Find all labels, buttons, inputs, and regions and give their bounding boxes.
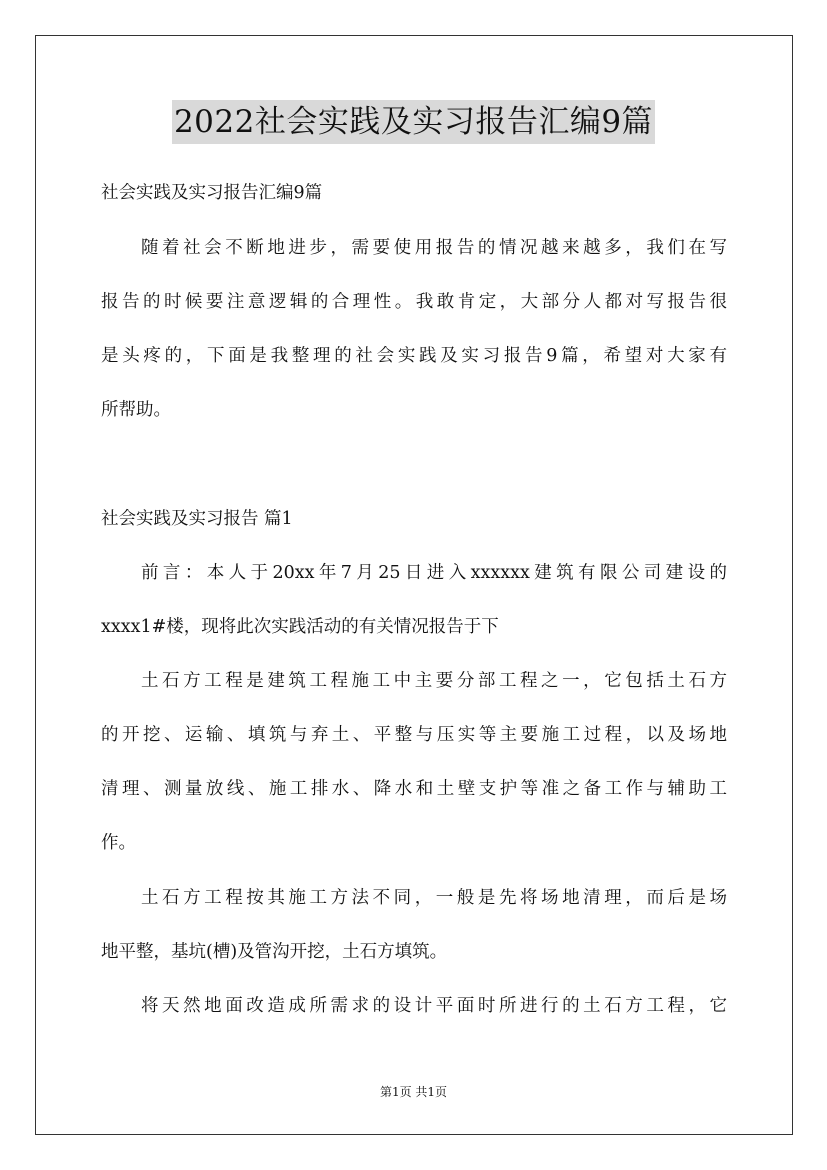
title-container: [0, 100, 827, 144]
paragraph-line: 将天然地面改造成所需求的设计平面时所进行的土石方工程，它: [141, 996, 727, 1016]
subtitle-line: 社会实践及实习报告汇编9篇: [101, 183, 323, 203]
paragraph-line: 所帮助。: [101, 400, 171, 420]
paragraph-line: 土石方工程按其施工方法不同，一般是先将场地清理，而后是场: [141, 888, 727, 908]
paragraph-line: 清理、测量放线、施工排水、降水和土壁支护等准之备工作与辅助工: [101, 779, 727, 799]
paragraph-line: 随着社会不断地进步，需要使用报告的情况越来越多，我们在写: [141, 238, 727, 258]
paragraph-line: 作。: [101, 833, 136, 853]
paragraph-line: 的开挖、运输、填筑与弃土、平整与压实等主要施工过程，以及场地: [101, 725, 727, 745]
paragraph-line: 报告的时候要注意逻辑的合理性。我敢肯定，大部分人都对写报告很: [101, 292, 727, 312]
page-footer: 第1页 共1页: [379, 1085, 448, 1099]
paragraph-line: 地平整，基坑(槽)及管沟开挖，土石方填筑。: [101, 942, 448, 962]
paragraph-line: 土石方工程是建筑工程施工中主要分部工程之一，它包括土石方: [141, 671, 727, 691]
paragraph-line: 是头疼的，下面是我整理的社会实践及实习报告9篇，希望对大家有: [101, 346, 727, 366]
document-title: 2022社会实践及实习报告汇编9篇: [172, 100, 655, 144]
section-heading: 社会实践及实习报告 篇1: [101, 509, 293, 529]
paragraph-line: xxxx1#楼，现将此次实践活动的有关情况报告于下: [101, 617, 499, 637]
paragraph-line: 前言：本人于20xx年7月25日进入xxxxxx建筑有限公司建设的: [141, 563, 727, 583]
